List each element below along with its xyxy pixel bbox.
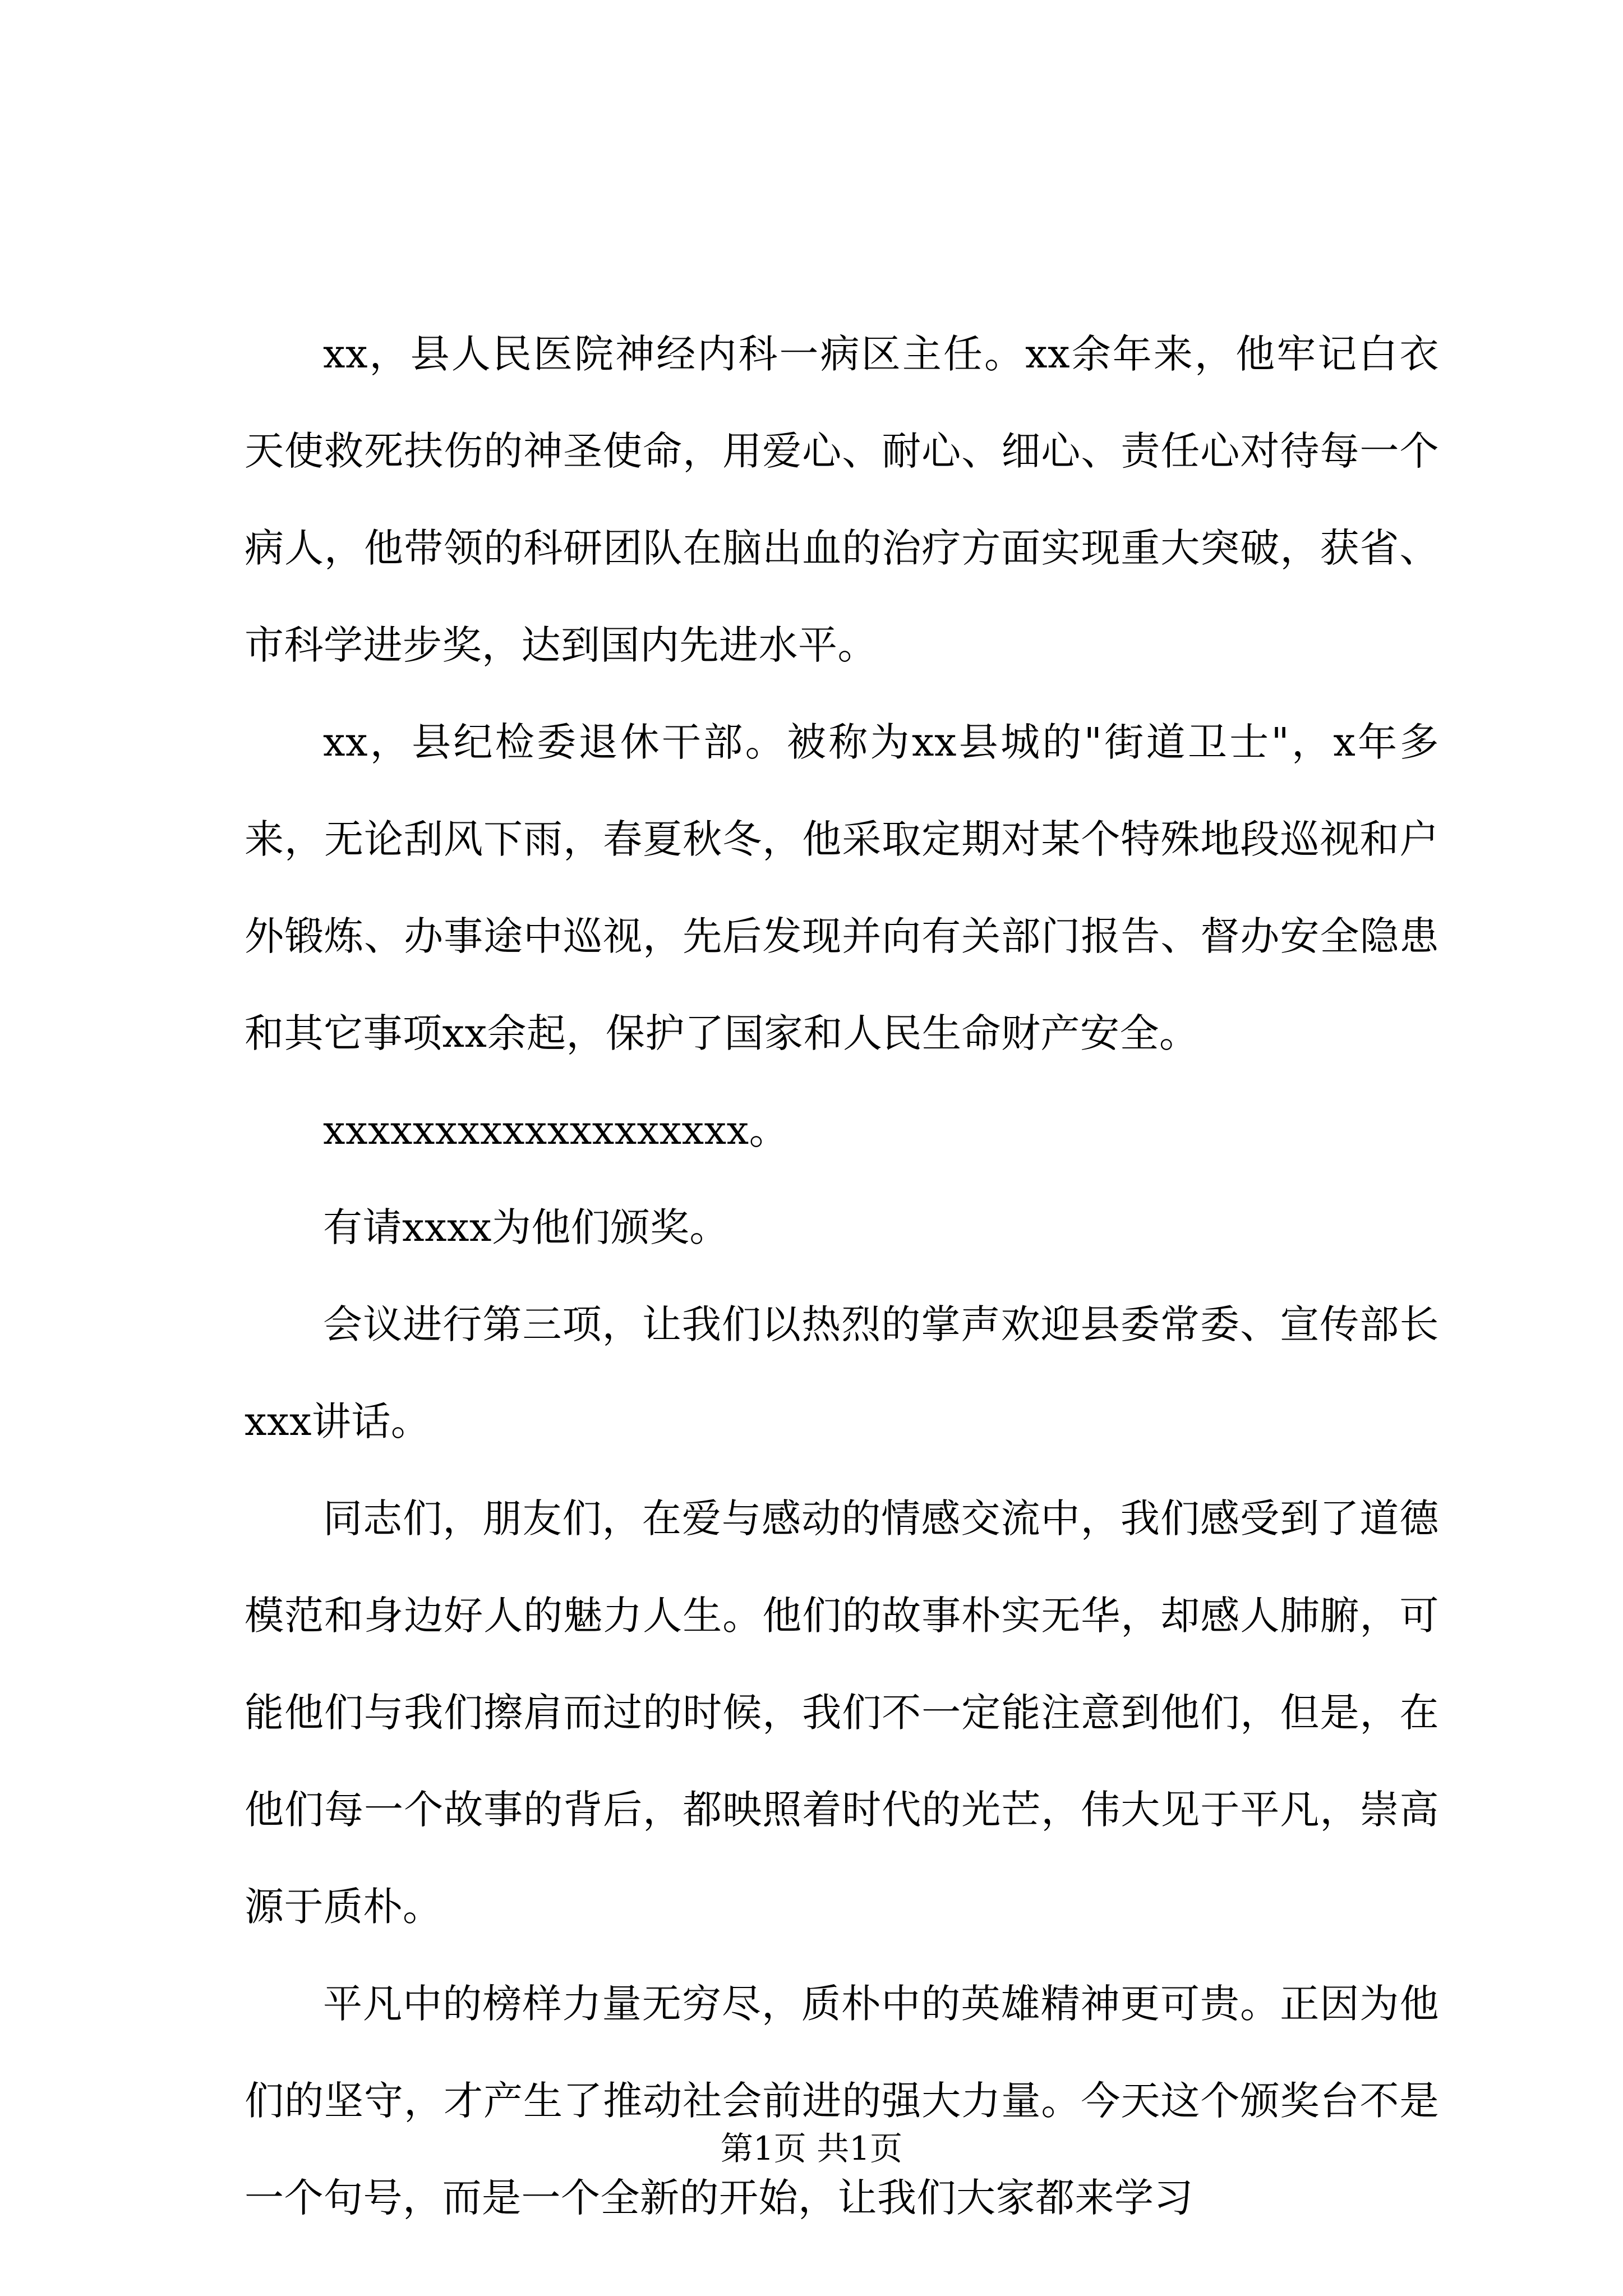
paragraph-third-item: 会议进行第三项，让我们以热烈的掌声欢迎县委常委、宣传部长xxx讲话。 [245, 1301, 1439, 1444]
paragraph-placeholder: xxxxxxxxxxxxxxxxxxx。 [323, 1107, 789, 1153]
page-footer: 第1页 共1页 [720, 2129, 903, 2168]
paragraph-role-models: 平凡中的榜样力量无穷尽，质朴中的英雄精神更可贵。正因为他们的坚守，才产生了推动社会前进的强大力量。今天这个颁奖台不是一个句号，而是一个全新的开始，让我们大家都来学习 [245, 1981, 1439, 2221]
paragraph-street-guard: xx，县纪检委退休干部。被称为xx县城的"街道卫士"，x年多来，无论刮风下雨，春夏秋冬，他采取定期对某个特殊地段巡视和户外锻炼、办事途中巡视，先后发现并向有关部门报告、督办安全隐患和其它事项xx余起，保护了国家和人民生命财产安全。 [245, 719, 1439, 1056]
paragraph-award-invitation: 有请xxxx为他们颁奖。 [323, 1204, 729, 1250]
paragraph-comrades: 同志们，朋友们，在爱与感动的情感交流中，我们感受到了道德模范和身边好人的魅力人生。他们的故事朴实无华，却感人肺腑，可能他们与我们擦肩而过的时候，我们不一定能注意到他们，但是，在他们每一个故事的背后，都映照着时代的光芒，伟大见于平凡，崇高源于质朴。 [245, 1496, 1439, 1930]
paragraph-doctor: xx，县人民医院神经内科一病区主任。xx余年来，他牢记白衣天使救死扶伤的神圣使命，用爱心、耐心、细心、责任心对待每一个病人，他带领的科研团队在脑出血的治疗方面实现重大突破，获省、市科学进步奖，达到国内先进水平。 [245, 331, 1439, 668]
document-body [245, 306, 1439, 2247]
